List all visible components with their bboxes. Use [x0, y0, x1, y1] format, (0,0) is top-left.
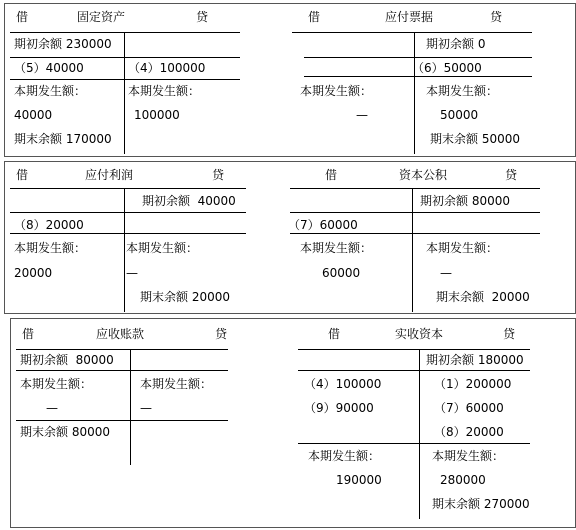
- t-account-divider: [124, 32, 125, 154]
- opening-balance: 期初余额 80000: [420, 194, 510, 208]
- opening-balance: 期初余额 0: [426, 37, 486, 51]
- debit-period-value: 40000: [14, 108, 53, 122]
- debit-period-label: 本期发生额：: [308, 449, 381, 463]
- debit-period-value: 190000: [336, 473, 382, 487]
- credit-label: 贷: [503, 327, 516, 341]
- account-title: 应付票据: [385, 10, 434, 24]
- debit-period-value: 20000: [14, 266, 53, 280]
- debit-period-value: 60000: [322, 266, 361, 280]
- row-line: [304, 76, 532, 77]
- row-line: [16, 420, 228, 421]
- credit-entry: （1）200000: [434, 377, 512, 391]
- row-line: [298, 370, 530, 371]
- t-account-divider: [419, 349, 420, 519]
- opening-balance: 期初余额 180000: [426, 353, 524, 367]
- debit-entry: （8）20000: [14, 218, 84, 232]
- credit-period-label: 本期发生额：: [128, 84, 201, 98]
- closing-balance: 期末余额 20000: [436, 290, 530, 304]
- account-title: 固定资产: [77, 10, 126, 24]
- row-line: [290, 233, 540, 234]
- debit-period-label: 本期发生额：: [14, 241, 87, 255]
- debit-label: 借: [325, 168, 338, 182]
- t-account-divider: [124, 188, 125, 312]
- debit-period-label: 本期发生额：: [20, 377, 93, 391]
- debit-period-label: 本期发生额：: [300, 241, 373, 255]
- t-account-header-line: [10, 188, 246, 189]
- debit-label: 借: [16, 168, 29, 182]
- credit-period-value: 50000: [440, 108, 479, 122]
- row-line: [10, 57, 240, 58]
- account-title: 应付利润: [85, 168, 134, 182]
- opening-balance: 期初余额 230000: [14, 37, 112, 51]
- credit-label: 贷: [505, 168, 518, 182]
- credit-period-value: 280000: [440, 473, 486, 487]
- credit-label: 贷: [196, 10, 209, 24]
- debit-entry: （4）100000: [304, 377, 382, 391]
- credit-period-value: —: [126, 266, 138, 280]
- credit-period-label: 本期发生额：: [426, 84, 499, 98]
- row-line: [290, 212, 540, 213]
- closing-balance: 期末余额 270000: [432, 497, 530, 511]
- debit-entry: （5）40000: [14, 61, 84, 75]
- credit-label: 贷: [490, 10, 503, 24]
- credit-period-value: 100000: [134, 108, 180, 122]
- credit-period-label: 本期发生额：: [426, 241, 499, 255]
- t-account-header-line: [10, 32, 240, 33]
- debit-period-value: —: [46, 401, 58, 415]
- credit-entry: （6）50000: [412, 61, 482, 75]
- opening-balance: 期初余额 80000: [20, 353, 114, 367]
- credit-label: 贷: [212, 168, 225, 182]
- debit-period-label: 本期发生额：: [14, 84, 87, 98]
- account-title: 应收账款: [96, 327, 145, 341]
- row-line: [298, 443, 530, 444]
- account-title: 资本公积: [399, 168, 448, 182]
- t-account-header-line: [16, 349, 228, 350]
- t-account-header-line: [292, 32, 532, 33]
- credit-period-label: 本期发生额：: [126, 241, 199, 255]
- credit-entry: （7）60000: [434, 401, 504, 415]
- row-line: [10, 212, 246, 213]
- credit-period-label: 本期发生额：: [140, 377, 213, 391]
- t-account-header-line: [298, 349, 530, 350]
- closing-balance: 期末余额 80000: [20, 425, 110, 439]
- t-account-divider: [414, 32, 415, 154]
- closing-balance: 期末余额 20000: [140, 290, 230, 304]
- row-line: [10, 79, 240, 80]
- credit-label: 贷: [215, 327, 228, 341]
- row-line: [10, 233, 246, 234]
- debit-label: 借: [308, 10, 321, 24]
- debit-label: 借: [328, 327, 341, 341]
- t-account-header-line: [290, 188, 540, 189]
- row-line: [304, 57, 532, 58]
- credit-period-value: —: [440, 266, 452, 280]
- credit-entry: （4）100000: [128, 61, 206, 75]
- closing-balance: 期末余额 50000: [430, 132, 520, 146]
- account-title: 实收资本: [395, 327, 444, 341]
- credit-entry: （8）20000: [434, 425, 504, 439]
- t-account-divider: [130, 349, 131, 465]
- debit-entry: （9）90000: [304, 401, 374, 415]
- credit-period-label: 本期发生额：: [432, 449, 505, 463]
- debit-label: 借: [22, 327, 35, 341]
- debit-period-label: 本期发生额：: [300, 84, 373, 98]
- debit-entry: （7）60000: [288, 218, 358, 232]
- closing-balance: 期末余额 170000: [14, 132, 112, 146]
- t-account-divider: [412, 188, 413, 312]
- row-line: [16, 370, 228, 371]
- opening-balance: 期初余额 40000: [142, 194, 236, 208]
- debit-label: 借: [16, 10, 29, 24]
- debit-period-value: —: [356, 108, 368, 122]
- credit-period-value: —: [140, 401, 152, 415]
